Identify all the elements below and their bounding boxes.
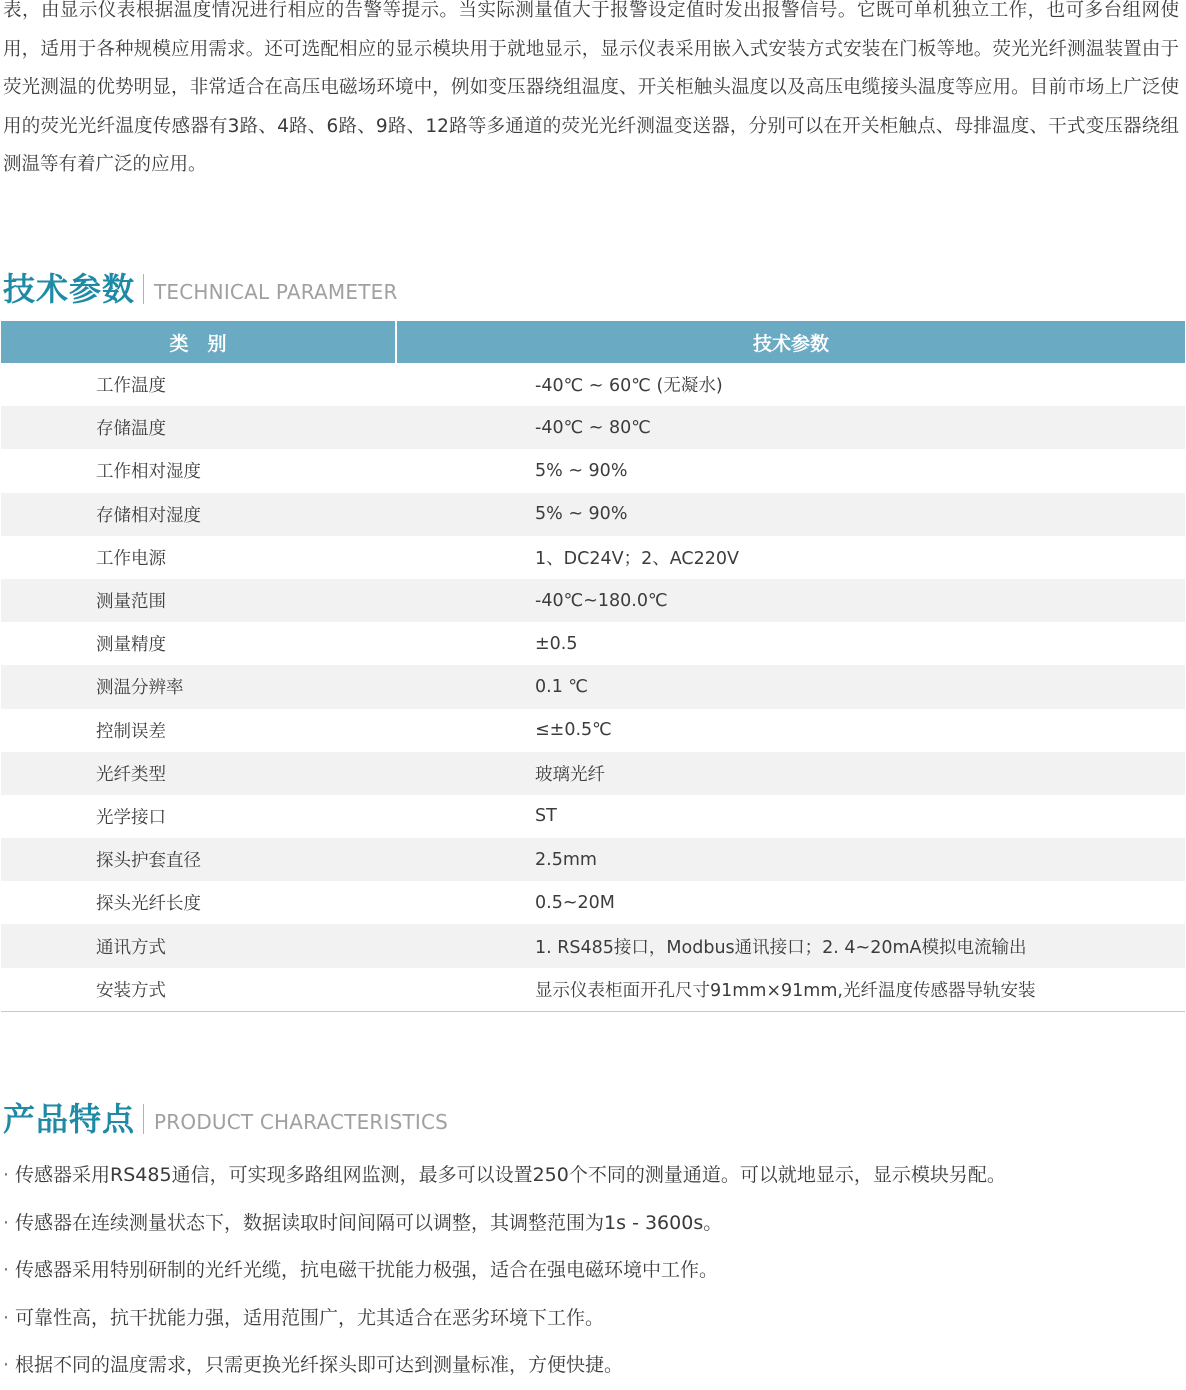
parameter-value: 2.5mm bbox=[396, 838, 1185, 881]
table-row bbox=[1, 838, 1185, 881]
table-row bbox=[1, 752, 1185, 795]
parameter-category: 测量范围 bbox=[1, 579, 396, 622]
parameter-value: 0.5~20M bbox=[535, 892, 615, 913]
parameter-value: ±0.5 bbox=[535, 633, 578, 654]
table-row bbox=[1, 449, 1185, 492]
feature-text: 可靠性高，抗干扰能力强，适用范围广，尤其适合在恶劣环境下工作。 bbox=[15, 1306, 605, 1329]
list-item bbox=[3, 1342, 1006, 1390]
table-row bbox=[1, 795, 1185, 838]
parameter-category: 工作相对湿度 bbox=[96, 462, 201, 483]
technical-parameter-table bbox=[1, 321, 1185, 1012]
parameter-value: 5% ~ 90% bbox=[396, 493, 1185, 536]
table-row bbox=[1, 493, 1185, 536]
parameter-value: 玻璃光纤 bbox=[396, 752, 1185, 795]
list-item bbox=[3, 1295, 1006, 1343]
features-title-cn: 产品特点 bbox=[3, 1100, 136, 1138]
table-row bbox=[1, 924, 1185, 967]
header-parameter: 技术参数 bbox=[396, 321, 1185, 363]
table-row bbox=[1, 579, 1185, 622]
table-row bbox=[1, 622, 1185, 665]
feature-text: 根据不同的温度需求，只需更换光纤探头即可达到测量标准，方便快捷。 bbox=[15, 1354, 624, 1376]
intro-paragraph: 表，由显示仪表根据温度情况进行相应的告警等提示。当实际测量值大于报警设定值时发出报警信号。它既可单机独立工作，也可多台组网使用，适用于各种规模应用需求。还可选配相应的显示模块用于就地显示，显示仪表采用嵌入式安装方式安装在门板等地。荧光光纤测温装置由于荧光测温的优势明显，非常适合在高压电磁场环境中，例如变压器绕组温度、开关柜触头温度以及高压电缆接头温度等应用。目前市场上广泛使用的荧光光纤温度传感器有3路、4路、6路、9路、12路等多通道的荧光光纤测温变送器，分别可以在开关柜触点、母排温度、干式变压器绕组测温等有着广泛的应用。 bbox=[3, 0, 1179, 175]
parameter-value: -40℃ ~ 60℃ (无凝水) bbox=[535, 376, 723, 397]
table-body bbox=[1, 363, 1185, 1011]
parameter-category: 存储温度 bbox=[1, 406, 396, 449]
parameter-value: ST bbox=[535, 806, 557, 827]
list-item bbox=[3, 1247, 1006, 1295]
parameter-value: 1、DC24V；2、AC220V bbox=[535, 548, 739, 569]
feature-list bbox=[3, 1152, 1006, 1390]
parameter-value: 1. RS485接口，Modbus通讯接口；2. 4~20mA模拟电流输出 bbox=[396, 924, 1185, 967]
bullet-dot: · bbox=[3, 1211, 10, 1234]
bullet-dot: · bbox=[3, 1259, 10, 1281]
parameter-category: 控制误差 bbox=[96, 721, 166, 742]
parameter-category: 通讯方式 bbox=[1, 924, 396, 967]
table-row bbox=[1, 709, 1185, 752]
features-title-en: PRODUCT CHARACTERISTICS bbox=[154, 1110, 449, 1134]
parameter-category: 安装方式 bbox=[1, 968, 396, 1012]
table-row bbox=[1, 406, 1185, 449]
table-row bbox=[1, 968, 1185, 1012]
parameter-category: 工作电源 bbox=[96, 548, 166, 569]
technical-title-cn: 技术参数 bbox=[3, 270, 136, 308]
parameter-value: -40℃~180.0℃ bbox=[396, 579, 1185, 622]
parameter-value: ≤±0.5℃ bbox=[535, 720, 612, 741]
product-characteristics-heading bbox=[3, 1094, 448, 1140]
parameter-value: 5% ~ 90% bbox=[535, 460, 628, 481]
parameter-category: 探头护套直径 bbox=[1, 838, 396, 881]
parameter-value: -40℃ ~ 80℃ bbox=[396, 406, 1185, 449]
table-row bbox=[1, 363, 1185, 406]
parameter-category: 测量精度 bbox=[96, 635, 166, 656]
feature-text: 传感器采用RS485通信，可实现多路组网监测，最多可以设置250个不同的测量通道。可以就地显示，显示模块另配。 bbox=[15, 1164, 1006, 1186]
feature-text: 传感器在连续测量状态下，数据读取时间间隔可以调整，其调整范围为1s - 3600s。 bbox=[15, 1211, 723, 1234]
parameter-category: 探头光纤长度 bbox=[96, 894, 201, 915]
bullet-dot: · bbox=[3, 1164, 10, 1186]
technical-parameter-heading bbox=[3, 264, 398, 310]
table-row bbox=[1, 536, 1185, 579]
parameter-category: 光纤类型 bbox=[1, 752, 396, 795]
feature-text: 传感器采用特别研制的光纤光缆，抗电磁干扰能力极强，适合在强电磁环境中工作。 bbox=[15, 1259, 719, 1281]
table-row bbox=[1, 881, 1185, 924]
technical-title-en: TECHNICAL PARAMETER bbox=[154, 280, 398, 304]
parameter-category: 测温分辨率 bbox=[1, 665, 396, 708]
table-row bbox=[1, 665, 1185, 708]
parameter-category: 存储相对湿度 bbox=[1, 493, 396, 536]
parameter-value: 显示仪表柜面开孔尺寸91mm×91mm,光纤温度传感器导轨安装 bbox=[396, 968, 1185, 1012]
intro-text bbox=[3, 0, 1179, 185]
list-item bbox=[3, 1200, 1006, 1248]
bullet-dot: · bbox=[3, 1306, 10, 1329]
bullet-dot: · bbox=[3, 1354, 10, 1376]
parameter-value: 0.1 ℃ bbox=[396, 665, 1185, 708]
table-header-row bbox=[1, 321, 1185, 363]
parameter-category: 光学接口 bbox=[96, 807, 166, 828]
title-divider bbox=[143, 1104, 144, 1134]
title-divider bbox=[143, 274, 144, 304]
list-item bbox=[3, 1152, 1006, 1200]
parameter-category: 工作温度 bbox=[96, 376, 166, 397]
header-category: 类 别 bbox=[1, 321, 396, 363]
